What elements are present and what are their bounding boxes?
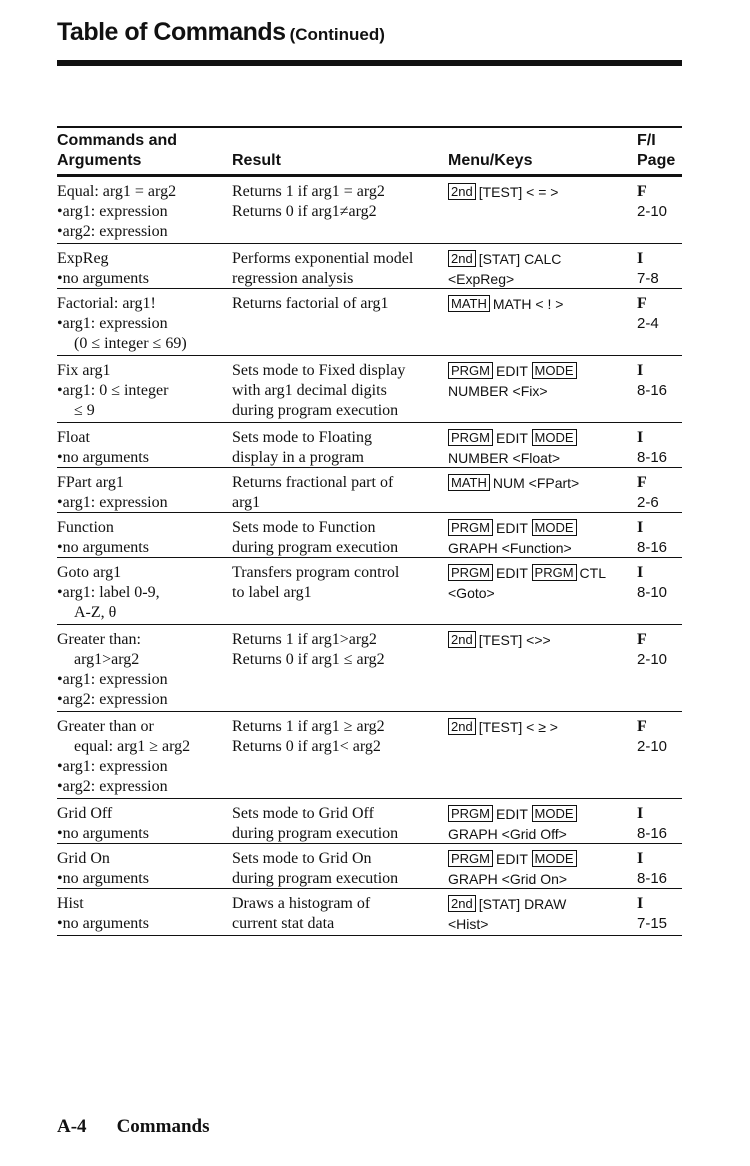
menu-keys-line (448, 381, 638, 401)
menu-keys-cell (448, 894, 638, 934)
result-line: to label arg1 (232, 584, 312, 601)
fi-page-cell (637, 473, 682, 513)
command-line: FPart arg1 (57, 474, 124, 491)
table-row (57, 558, 682, 625)
key-mode-button: MODE (532, 362, 577, 379)
key-prgm-button: PRGM (448, 850, 493, 867)
result-line: during program execution (232, 402, 399, 419)
menu-keys-line (448, 182, 638, 202)
fi-value: F (637, 474, 647, 491)
table-body (57, 177, 682, 936)
key-2nd-button: 2nd (448, 631, 476, 648)
key-prgm-button: PRGM (532, 564, 577, 581)
fi-page-cell (637, 428, 682, 468)
header-menu-keys: Menu/Keys (448, 152, 533, 169)
fi-value: I (637, 519, 644, 536)
command-cell (57, 294, 227, 354)
key-prgm-button: PRGM (448, 805, 493, 822)
menu-keys-line (448, 294, 638, 314)
result-line: with arg1 decimal digits (232, 382, 387, 399)
result-cell (232, 717, 447, 757)
header-fi: F/I (637, 132, 656, 149)
table-row (57, 468, 682, 513)
key-mode-button: MODE (532, 805, 577, 822)
command-line: •no arguments (57, 915, 149, 932)
command-line: •arg1: expression (57, 494, 168, 511)
command-line: Float (57, 429, 90, 446)
result-line: Transfers program control (232, 564, 400, 581)
fi-value: F (637, 295, 647, 312)
header-fi-page (637, 131, 682, 171)
command-line: •arg2: expression (57, 691, 168, 708)
menu-path-text: EDIT (496, 806, 528, 822)
menu-keys-cell (448, 717, 638, 737)
fi-value: F (637, 183, 647, 200)
menu-keys-cell (448, 804, 638, 844)
result-line: Sets mode to Floating (232, 429, 372, 446)
header-page: Page (637, 152, 676, 169)
page-value: 8-16 (637, 825, 668, 842)
menu-keys-line (448, 804, 638, 824)
result-cell (232, 428, 447, 468)
result-line: current stat data (232, 915, 335, 932)
fi-page-cell (637, 849, 682, 889)
command-line: ≤ 9 (74, 402, 95, 419)
fi-value: I (637, 250, 644, 267)
menu-path-text: <Goto> (448, 585, 495, 601)
result-cell (232, 294, 447, 314)
menu-keys-line (448, 849, 638, 869)
result-cell (232, 563, 447, 603)
page-value: 8-16 (637, 539, 668, 556)
command-line: •no arguments (57, 825, 149, 842)
menu-keys-cell (448, 428, 638, 468)
command-cell (57, 630, 227, 710)
table-row (57, 289, 682, 356)
menu-keys-line (448, 361, 638, 381)
command-cell (57, 361, 227, 421)
footer-page-number: A-4 (57, 1116, 87, 1137)
fi-page-cell (637, 894, 682, 934)
result-line: during program execution (232, 870, 399, 887)
fi-value: F (637, 631, 647, 648)
key-2nd-button: 2nd (448, 895, 476, 912)
command-line: •no arguments (57, 270, 149, 287)
command-line: Fix arg1 (57, 362, 111, 379)
menu-path-text: [TEST] < ≥ > (478, 719, 558, 735)
fi-page-cell (637, 294, 682, 334)
command-cell (57, 182, 227, 242)
command-line: •no arguments (57, 449, 149, 466)
command-line: (0 ≤ integer ≤ 69) (74, 335, 187, 352)
fi-value: I (637, 895, 644, 912)
page-value: 2-10 (637, 203, 668, 220)
result-line: arg1 (232, 494, 261, 511)
command-line: •arg1: expression (57, 315, 168, 332)
table-row (57, 712, 682, 799)
command-line: Grid On (57, 850, 110, 867)
menu-path-text: NUMBER <Fix> (448, 383, 548, 399)
page-value: 2-6 (637, 494, 659, 511)
fi-value: F (637, 718, 647, 735)
menu-keys-cell (448, 630, 638, 650)
menu-keys-line (448, 824, 638, 844)
fi-page-cell (637, 563, 682, 603)
menu-path-text: EDIT (496, 565, 528, 581)
header-result: Result (232, 152, 281, 169)
key-prgm-button: PRGM (448, 429, 493, 446)
key-prgm-button: PRGM (448, 564, 493, 581)
table-row (57, 889, 682, 936)
result-cell (232, 849, 447, 889)
menu-path-text: <Hist> (448, 916, 489, 932)
page-value: 2-10 (637, 651, 668, 668)
key-mode-button: MODE (532, 850, 577, 867)
commands-table (57, 126, 682, 936)
table-row (57, 177, 682, 244)
menu-path-text: NUM <FPart> (492, 475, 580, 491)
result-line: regression analysis (232, 270, 354, 287)
command-line: •no arguments (57, 870, 149, 887)
menu-keys-line (448, 914, 638, 934)
result-line: Returns fractional part of (232, 474, 394, 491)
command-line: arg1>arg2 (74, 651, 140, 668)
result-line: Returns 0 if arg1 ≤ arg2 (232, 651, 385, 668)
result-cell (232, 518, 447, 558)
title-main: Table of Commands (57, 18, 286, 46)
command-cell (57, 563, 227, 623)
command-cell (57, 894, 227, 934)
menu-keys-line (448, 518, 638, 538)
command-cell (57, 804, 227, 844)
menu-keys-cell (448, 361, 638, 401)
command-line: ExpReg (57, 250, 109, 267)
command-cell (57, 428, 227, 468)
table-row (57, 356, 682, 423)
result-line: Returns factorial of arg1 (232, 295, 389, 312)
command-line: •arg1: label 0-9, (57, 584, 160, 601)
fi-page-cell (637, 249, 682, 289)
command-line: Hist (57, 895, 84, 912)
command-line: •arg1: expression (57, 758, 168, 775)
page-value: 8-16 (637, 382, 668, 399)
result-line: Sets mode to Function (232, 519, 376, 536)
menu-path-text: [STAT] DRAW (478, 896, 567, 912)
command-line: Goto arg1 (57, 564, 122, 581)
result-line: during program execution (232, 539, 399, 556)
menu-keys-line (448, 869, 638, 889)
menu-keys-line (448, 269, 638, 289)
page-value: 7-15 (637, 915, 668, 932)
fi-value: I (637, 564, 644, 581)
fi-page-cell (637, 182, 682, 222)
command-line: Function (57, 519, 114, 536)
page-value: 8-16 (637, 449, 668, 466)
result-line: Sets mode to Grid On (232, 850, 372, 867)
command-cell (57, 849, 227, 889)
menu-keys-line (448, 894, 638, 914)
page-value: 2-10 (637, 738, 668, 755)
result-line: Returns 0 if arg1< arg2 (232, 738, 381, 755)
menu-path-text: GRAPH <Grid On> (448, 871, 568, 887)
table-row (57, 423, 682, 468)
page-value: 8-16 (637, 870, 668, 887)
result-line: during program execution (232, 825, 399, 842)
table-row (57, 513, 682, 558)
menu-path-text: MATH < ! > (492, 296, 564, 312)
menu-keys-line (448, 538, 638, 558)
command-line: Greater than: (57, 631, 141, 648)
command-cell (57, 249, 227, 289)
command-line: •arg1: expression (57, 671, 168, 688)
menu-keys-line (448, 630, 638, 650)
command-line: •arg2: expression (57, 223, 168, 240)
fi-page-cell (637, 717, 682, 757)
result-line: Performs exponential model (232, 250, 414, 267)
fi-value: I (637, 429, 644, 446)
command-line: Equal: arg1 = arg2 (57, 183, 177, 200)
menu-keys-cell (448, 563, 638, 603)
key-2nd-button: 2nd (448, 183, 476, 200)
page-value: 7-8 (637, 270, 659, 287)
result-line: Draws a histogram of (232, 895, 371, 912)
key-math-button: MATH (448, 474, 490, 491)
menu-keys-line (448, 249, 638, 269)
menu-path-text: EDIT (496, 430, 528, 446)
result-line: Sets mode to Fixed display (232, 362, 406, 379)
table-row (57, 244, 682, 289)
fi-value: I (637, 850, 644, 867)
key-math-button: MATH (448, 295, 490, 312)
key-2nd-button: 2nd (448, 250, 476, 267)
menu-keys-cell (448, 849, 638, 889)
menu-path-text: CTL (579, 565, 606, 581)
command-line: A-Z, θ (74, 604, 117, 621)
fi-value: I (637, 805, 644, 822)
result-cell (232, 894, 447, 934)
result-cell (232, 249, 447, 289)
footer-section: Commands (116, 1116, 210, 1137)
result-cell (232, 804, 447, 844)
fi-value: I (637, 362, 644, 379)
command-line: •arg1: 0 ≤ integer (57, 382, 169, 399)
key-prgm-button: PRGM (448, 362, 493, 379)
fi-page-cell (637, 518, 682, 558)
command-line: Factorial: arg1! (57, 295, 156, 312)
menu-path-text: NUMBER <Float> (448, 450, 561, 466)
result-line: display in a program (232, 449, 364, 466)
command-line: •arg2: expression (57, 778, 168, 795)
result-line: Returns 1 if arg1 ≥ arg2 (232, 718, 385, 735)
command-line: •no arguments (57, 539, 149, 556)
menu-path-text: [TEST] < = > (478, 184, 559, 200)
header-commands-line1: Commands and (57, 132, 178, 149)
menu-keys-cell (448, 249, 638, 289)
key-prgm-button: PRGM (448, 519, 493, 536)
fi-page-cell (637, 361, 682, 401)
command-line: Grid Off (57, 805, 113, 822)
result-cell (232, 473, 447, 513)
fi-page-cell (637, 630, 682, 670)
command-cell (57, 473, 227, 513)
command-cell (57, 518, 227, 558)
menu-keys-line (448, 583, 638, 603)
title-rule (57, 60, 682, 66)
table-row (57, 799, 682, 844)
page-footer (57, 1116, 209, 1138)
result-line: Returns 0 if arg1≠arg2 (232, 203, 377, 220)
fi-page-cell (637, 804, 682, 844)
menu-path-text: EDIT (496, 520, 528, 536)
result-cell (232, 182, 447, 222)
table-row (57, 844, 682, 889)
result-cell (232, 630, 447, 670)
menu-keys-line (448, 428, 638, 448)
result-line: Returns 1 if arg1 = arg2 (232, 183, 385, 200)
key-mode-button: MODE (532, 429, 577, 446)
menu-path-text: GRAPH <Function> (448, 540, 572, 556)
menu-path-text: EDIT (496, 851, 528, 867)
command-line: equal: arg1 ≥ arg2 (74, 738, 191, 755)
result-cell (232, 361, 447, 421)
menu-keys-line (448, 448, 638, 468)
header-commands-line2: Arguments (57, 152, 142, 169)
title-subtitle: (Continued) (289, 25, 385, 44)
result-line: Sets mode to Grid Off (232, 805, 374, 822)
command-line: •arg1: expression (57, 203, 168, 220)
key-2nd-button: 2nd (448, 718, 476, 735)
menu-keys-cell (448, 518, 638, 558)
menu-keys-cell (448, 473, 638, 493)
page-value: 8-10 (637, 584, 668, 601)
result-line: Returns 1 if arg1>arg2 (232, 631, 377, 648)
menu-keys-cell (448, 182, 638, 202)
menu-path-text: [STAT] CALC (478, 251, 562, 267)
menu-keys-line (448, 563, 638, 583)
menu-path-text: [TEST] <>> (478, 632, 551, 648)
menu-keys-line (448, 473, 638, 493)
menu-keys-line (448, 717, 638, 737)
command-cell (57, 717, 227, 797)
table-row (57, 625, 682, 712)
page-title (57, 18, 385, 47)
key-mode-button: MODE (532, 519, 577, 536)
header-commands (57, 131, 227, 171)
page-value: 2-4 (637, 315, 659, 332)
menu-path-text: EDIT (496, 363, 528, 379)
command-line: Greater than or (57, 718, 154, 735)
menu-path-text: <ExpReg> (448, 271, 515, 287)
menu-path-text: GRAPH <Grid Off> (448, 826, 567, 842)
menu-keys-cell (448, 294, 638, 314)
table-header (57, 128, 682, 177)
